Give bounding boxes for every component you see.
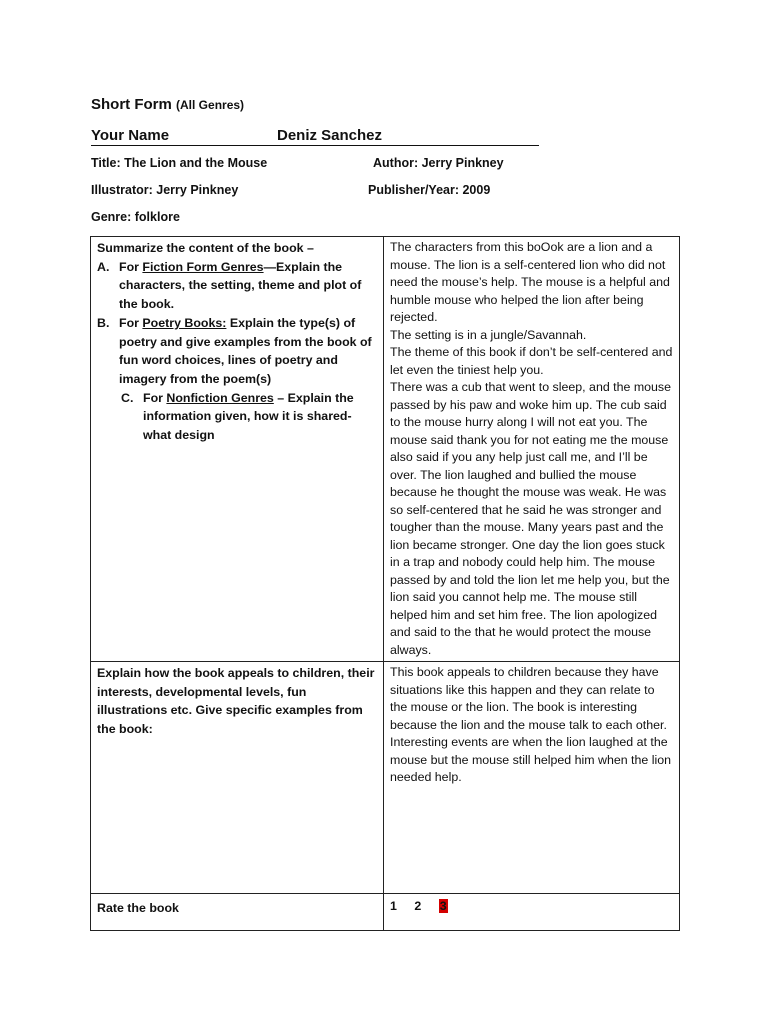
book-author: Author: Jerry Pinkney (373, 156, 504, 170)
rating-option-1[interactable]: 1 (390, 899, 397, 913)
summary-row (91, 237, 680, 662)
rating-options (384, 894, 680, 931)
book-genre: Genre: folklore (91, 210, 180, 224)
name-label: Your Name (91, 127, 170, 144)
summary-answer-theme: The theme of this book if don’t be self-centered and let even the tiniest help you. (390, 345, 673, 377)
list-item (97, 314, 377, 389)
list-marker: B. (97, 315, 110, 330)
name-value: Deniz Sanchez (277, 127, 383, 144)
list-marker: C. (121, 390, 134, 405)
summary-intro: Summarize the content of the book – (97, 241, 314, 255)
book-title: Title: The Lion and the Mouse (91, 156, 268, 170)
form-subtitle: (All Genres) (176, 98, 245, 112)
appeal-prompt: Explain how the book appeals to children, their interests, developmental levels, fun illustrations etc. Give specific examples from the book: (91, 662, 384, 894)
summary-answer[interactable] (384, 237, 680, 662)
review-table (90, 236, 680, 931)
rating-option-2[interactable]: 2 (414, 899, 422, 913)
rate-row (91, 894, 680, 931)
appeal-row (91, 662, 680, 894)
list-item (97, 258, 377, 314)
book-illustrator: Illustrator: Jerry Pinkney (91, 183, 239, 197)
form-title (91, 96, 244, 113)
summary-genre-list (97, 258, 377, 445)
list-text: For (119, 259, 143, 274)
nonfiction-genres-label: Nonfiction Genres (166, 390, 274, 405)
list-marker: A. (97, 259, 110, 274)
rating-option-3-selected[interactable]: 3 (439, 899, 447, 913)
summary-answer-characters: The characters from this boOok are a lion and a mouse. The lion is a self-centered lion who did not need the mouse’s help. The mouse is a helpful and humble mouse who helped the lion after being rejected. (390, 240, 670, 324)
rate-prompt: Rate the book (91, 894, 384, 931)
list-text: For (143, 390, 167, 405)
summary-answer-setting: The setting is in a jungle/Savannah. (390, 327, 587, 342)
summary-answer-plot: There was a cub that went to sleep, and the mouse passed by his paw and woke him up. The cub said to the mouse hurry along I will not eat you. The mouse said thank you for not eating me the mouse also said if you any help just call me, and I’ll be over. The lion laughed and bullied the mouse because he thought the mouse was weak. He was so self-centered that he said he was stronger and tougher than the mouse. Many years past and the lion became stronger. One day the lion goes stuck in a trap and nobody could help him. The mouse passed by and told the lion let me help you, but the lion said you cannot help me. The mouse still helped him and set him free. The lion apologized and said to the that he would protect the mouse always. (390, 380, 672, 657)
book-publisher: Publisher/Year: 2009 (368, 183, 491, 197)
list-text: For (119, 315, 143, 330)
list-item (97, 389, 377, 445)
form-title-text: Short Form (91, 96, 172, 113)
appeal-answer[interactable]: This book appeals to children because they have situations like this happen and they can relate to the mouse or the lion. The book is interesting because the lion and the mouse talk to each other. Interesting events are when the lion laughed at the mouse but the mouse still helped him when the lion needed help. (384, 662, 680, 894)
fiction-genres-label: Fiction Form Genres (142, 259, 264, 274)
summary-prompt (91, 237, 384, 662)
name-line (91, 127, 539, 146)
list-text: Explain the type(s) of poetry and give examples from the book of fun word choices, lines of poetry and imagery from the poem(s) (119, 315, 372, 386)
poetry-books-label: Poetry Books: (142, 315, 227, 330)
list-text: – Explain the information given, how it is shared- what design (143, 390, 354, 443)
list-text: —Explain the characters, the setting, theme and plot of the book. (119, 259, 362, 312)
